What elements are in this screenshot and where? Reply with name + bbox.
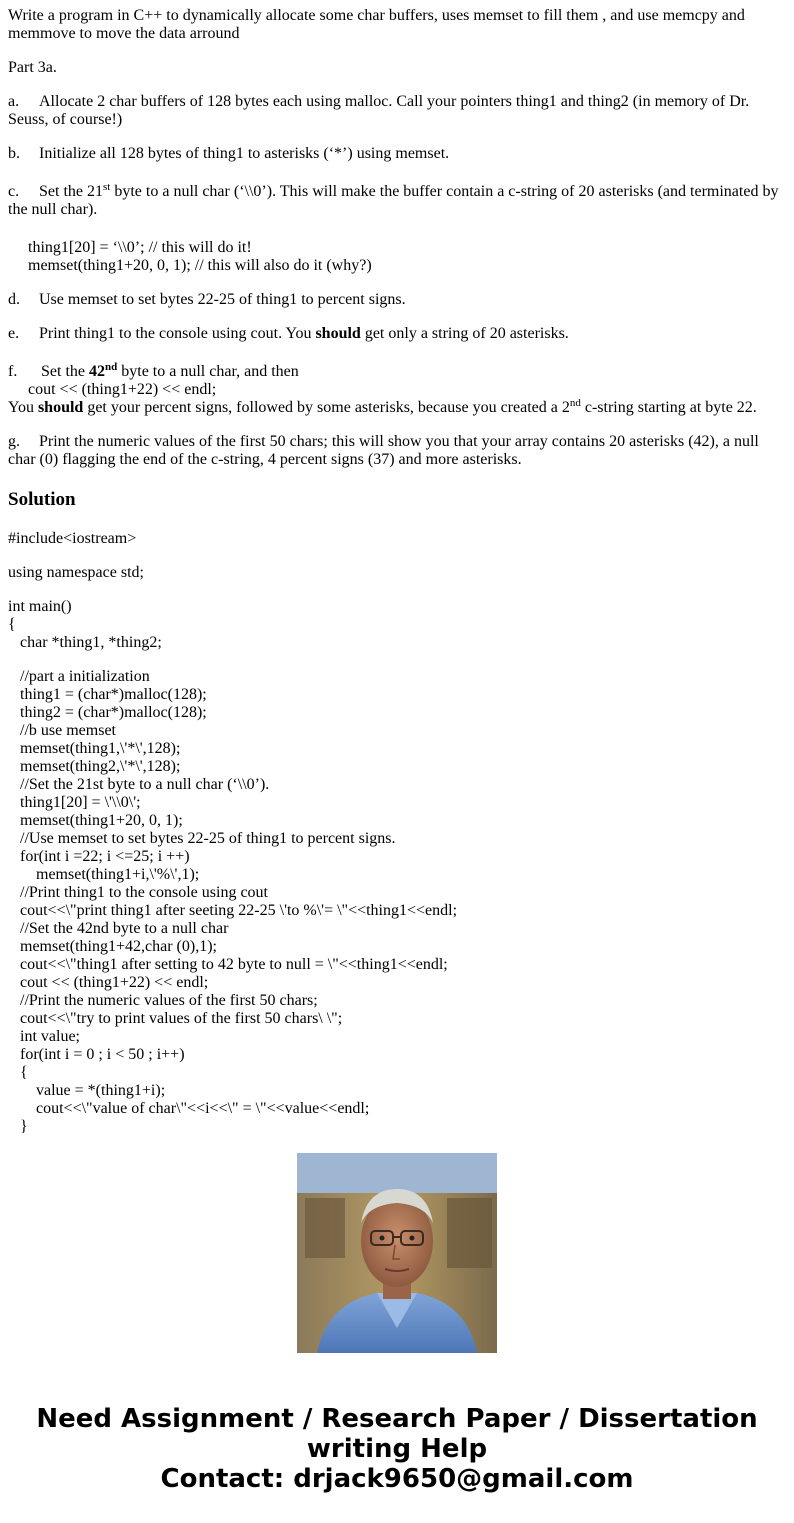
item-g-marker: g.: [8, 433, 20, 450]
item-b: [8, 145, 784, 163]
solution-heading: Solution: [8, 489, 76, 510]
code-line: //b use memset: [8, 722, 116, 739]
item-b-text: Initialize all 128 bytes of thing1 to asterisks (‘*’) using memset.: [39, 145, 450, 162]
item-f-bold-sup: nd: [105, 361, 118, 373]
question-intro: Write a program in C++ to dynamically allocate some char buffers, uses memset to fill them , and use memcpy and memmove to move the data arround: [8, 7, 745, 42]
author-avatar: [297, 1153, 497, 1353]
question-section: [8, 7, 784, 511]
item-f-note-bold: should: [37, 399, 84, 416]
code-line: //Print the numeric values of the first 50 chars;: [8, 992, 318, 1009]
code-include: #include<iostream>: [8, 530, 137, 547]
item-e-bold: should: [315, 325, 361, 342]
code-line: for(int i =22; i <=25; i ++): [8, 848, 190, 865]
item-e: [8, 325, 784, 343]
code-line: memset(thing1+i,\'%\',1);: [8, 866, 200, 883]
code-line: thing1 = (char*)malloc(128);: [8, 686, 207, 703]
code-line: memset(thing1+42,char (0),1);: [8, 938, 217, 955]
code-open-brace: {: [8, 616, 16, 633]
item-a-marker: a.: [8, 93, 20, 110]
item-c-text-before: Set the 21: [39, 183, 103, 200]
item-e-text-before: Print thing1 to the console using cout. You: [39, 325, 316, 342]
item-f-note: [8, 399, 784, 417]
footer-line-2: writing Help: [306, 1434, 488, 1464]
item-a-text: Allocate 2 char buffers of 128 bytes each using malloc. Call your pointers thing1 and thing2 (in memory of Dr. Seuss, of course!): [8, 93, 750, 128]
item-c: [8, 183, 784, 219]
code-line: cout<<\"value of char\"<<i<<\" = \"<<value<<endl;: [8, 1100, 370, 1117]
solution-code: [8, 530, 784, 1135]
code-line: //Set the 42nd byte to a null char: [8, 920, 229, 937]
code-line: value = *(thing1+i);: [8, 1082, 166, 1099]
code-line: int value;: [8, 1028, 80, 1045]
item-f-marker: f.: [8, 363, 18, 380]
code-main: int main(): [8, 598, 72, 615]
footer-contact: Contact: drjack9650@gmail.com: [160, 1464, 634, 1494]
code-line: cout<<\"thing1 after setting to 42 byte to null = \"<<thing1<<endl;: [8, 956, 448, 973]
item-d: [8, 291, 784, 309]
item-f-text-after: byte to a null char, and then: [117, 363, 299, 380]
code-line: //Use memset to set bytes 22-25 of thing1 to percent signs.: [8, 830, 396, 847]
item-g: [8, 433, 784, 469]
code-line: memset(thing2,\'*\',128);: [8, 758, 181, 775]
item-b-marker: b.: [8, 145, 20, 162]
footer-line-1: Need Assignment / Research Paper / Dissertation: [36, 1404, 758, 1434]
item-f-note-mid: get your percent signs, followed by some asterisks, because you created a 2: [83, 399, 570, 416]
item-f-code: cout << (thing1+22) << endl;: [28, 381, 217, 398]
item-f-bold: 42: [89, 363, 105, 380]
code-line: cout << (thing1+22) << endl;: [8, 974, 209, 991]
code-line: cout<<\"print thing1 after seeting 22-25 \'to %\'= \"<<thing1<<endl;: [8, 902, 458, 919]
item-g-text: Print the numeric values of the first 50 chars; this will show you that your array contains 20 asterisks (42), a null char (0) flagging the end of the c-string, 4 percent signs (37) and more asterisks.: [8, 433, 759, 468]
code-line: thing2 = (char*)malloc(128);: [8, 704, 207, 721]
part-label: Part 3a.: [8, 59, 57, 76]
code-namespace: using namespace std;: [8, 564, 144, 581]
item-f-note-sup: nd: [569, 397, 581, 409]
item-f-text-before: Set the: [41, 363, 89, 380]
item-e-marker: e.: [8, 325, 20, 342]
item-d-text: Use memset to set bytes 22-25 of thing1 to percent signs.: [39, 291, 406, 308]
item-c-marker: c.: [8, 183, 20, 200]
item-c-sup: st: [103, 181, 111, 193]
item-f-note-after: c-string starting at byte 22.: [580, 399, 757, 416]
item-f: [8, 363, 784, 381]
item-c-text-after: byte to a null char (‘\\0’). This will make the buffer contain a c-string of 20 asterisks (and terminated by the null char).: [8, 183, 779, 218]
item-a: [8, 93, 784, 129]
code-line: {: [8, 1064, 28, 1081]
item-d-marker: d.: [8, 291, 20, 308]
item-c-code-2: memset(thing1+20, 0, 1); // this will also do it (why?): [28, 257, 372, 274]
code-line: //part a initialization: [8, 668, 150, 685]
code-line: for(int i = 0 ; i < 50 ; i++): [8, 1046, 185, 1063]
item-f-note-before: You: [8, 399, 38, 416]
code-line: cout<<\"try to print values of the first 50 chars\ \";: [8, 1010, 343, 1027]
code-line: }: [8, 1118, 28, 1135]
code-line: memset(thing1,\'*\',128);: [8, 740, 181, 757]
code-decl: char *thing1, *thing2;: [8, 634, 162, 651]
item-c-code-1: thing1[20] = ‘\\0’; // this will do it!: [28, 239, 252, 256]
author-photo-icon: [297, 1153, 497, 1353]
code-line: //Set the 21st byte to a null char (‘\\0’).: [8, 776, 270, 793]
item-e-text-after: get only a string of 20 asterisks.: [360, 325, 569, 342]
code-line: //Print thing1 to the console using cout: [8, 884, 268, 901]
code-line: thing1[20] = \'\\0\';: [8, 794, 141, 811]
code-line: memset(thing1+20, 0, 1);: [8, 812, 183, 829]
footer-banner: [0, 1404, 794, 1494]
